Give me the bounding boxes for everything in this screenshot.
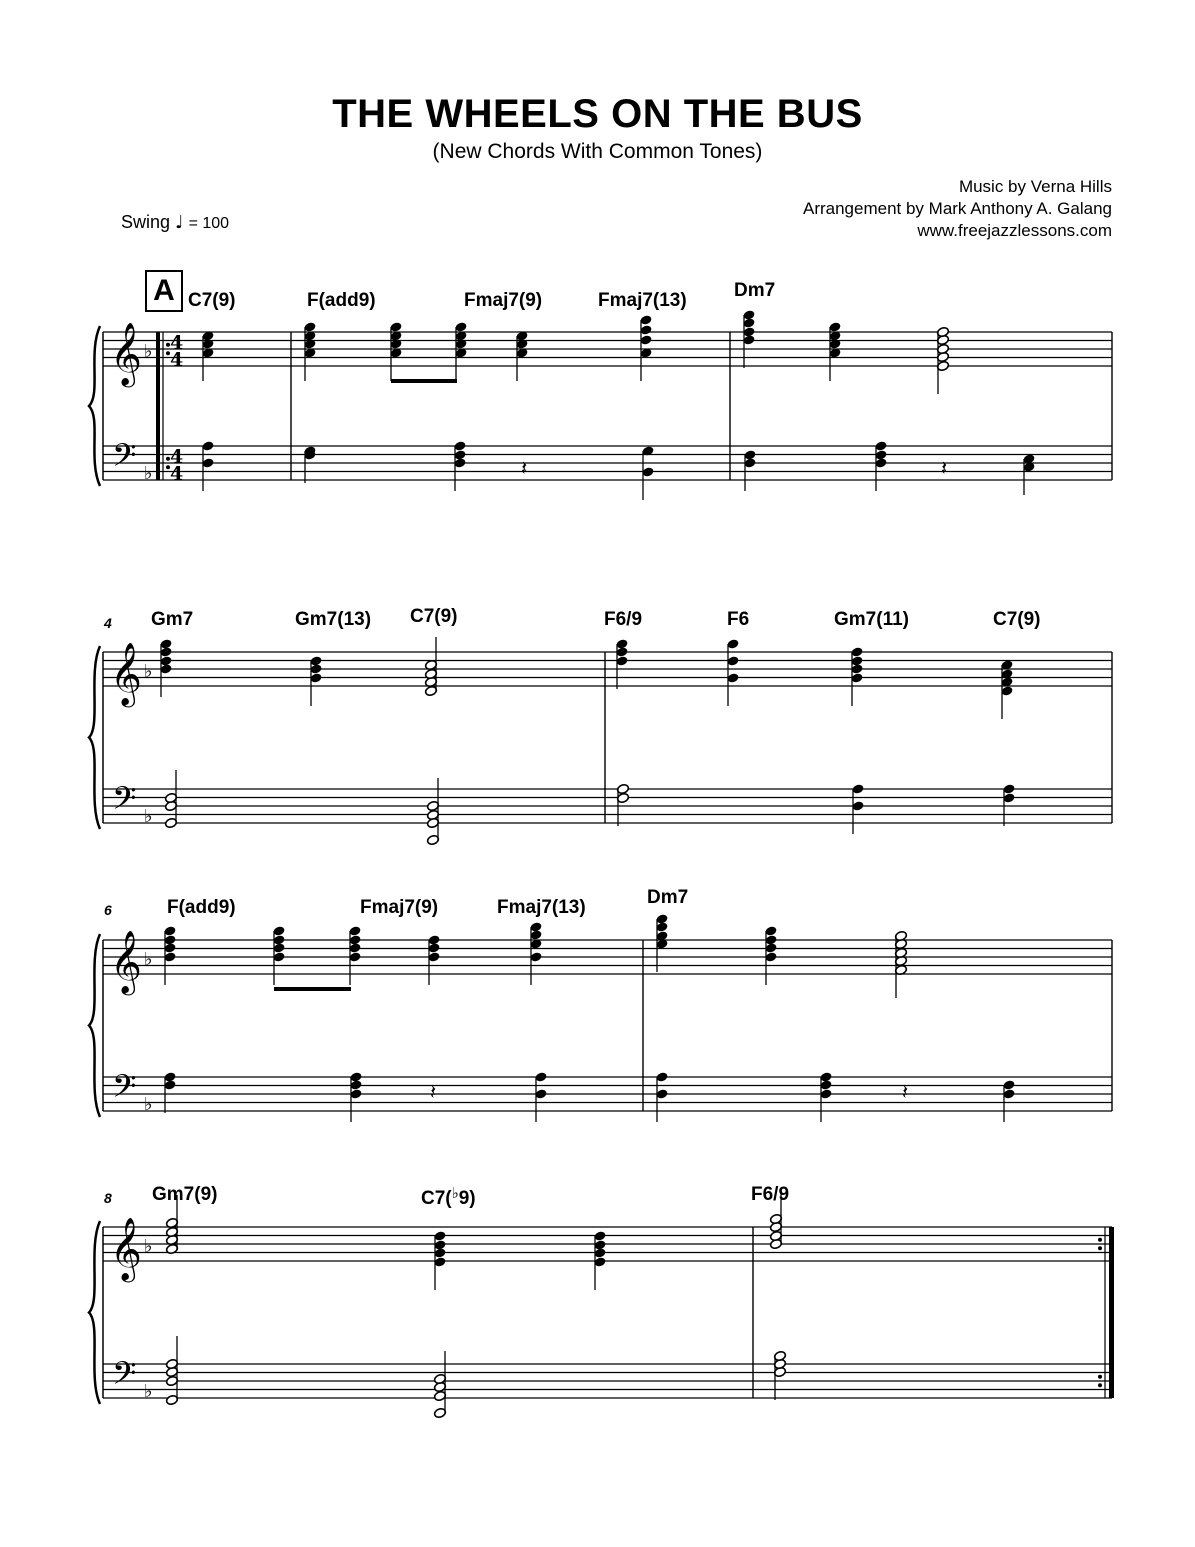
chord-symbol: C7(9) — [410, 606, 458, 627]
arrangement-credit: Arrangement by Mark Anthony A. Galang — [802, 199, 1112, 218]
brace — [89, 1221, 100, 1404]
quarter-rest-icon: 𝄽 — [902, 1080, 909, 1104]
measure-number: 6 — [104, 902, 112, 918]
treble-clef-icon: 𝄞 — [110, 642, 142, 705]
chord-symbol: F6 — [727, 609, 750, 630]
brace — [89, 646, 100, 829]
chord-symbol: Dm7 — [647, 887, 689, 908]
chord-symbol: F6/9 — [751, 1184, 790, 1205]
subtitle: (New Chords With Common Tones) — [432, 140, 763, 163]
title: THE WHEELS ON THE BUS — [332, 92, 863, 136]
chord-symbol: Fmaj7(9) — [464, 290, 543, 311]
music-credit: Music by Verna Hills — [958, 177, 1112, 196]
repeat-dot — [1098, 1246, 1102, 1250]
chord-symbol: Fmaj7(9) — [360, 897, 439, 918]
website: www.freejazzlessons.com — [917, 221, 1112, 240]
time-signature-numerator: 4 — [170, 332, 184, 354]
bass-clef-icon: 𝄢 — [112, 437, 137, 481]
end-repeat-bar — [1109, 1227, 1114, 1398]
chord-symbol: Gm7(11) — [834, 609, 909, 630]
chord-symbol: Dm7 — [734, 280, 776, 301]
tempo-value: = 100 — [188, 215, 230, 232]
bass-clef-icon: 𝄢 — [112, 1355, 137, 1399]
quarter-rest-icon: 𝄽 — [430, 1080, 437, 1104]
bass-clef-icon: 𝄢 — [112, 1068, 137, 1112]
flat-icon: ♭ — [144, 949, 153, 970]
beam — [274, 987, 351, 991]
flat-icon: ♭ — [144, 661, 153, 682]
quarter-note-icon: ♩ — [175, 212, 184, 233]
start-repeat-bar — [156, 332, 160, 480]
chord-symbol: F6/9 — [604, 609, 643, 630]
treble-clef-icon: 𝄞 — [110, 322, 142, 385]
flat-icon: ♭ — [144, 341, 153, 362]
measure-number: 4 — [104, 615, 112, 631]
brace — [89, 326, 100, 486]
chord-symbol: Fmaj7(13) — [497, 897, 586, 918]
beam — [391, 379, 457, 383]
flat-icon: ♭ — [144, 1094, 153, 1115]
flat-icon: ♭ — [144, 1381, 153, 1402]
treble-clef-icon: 𝄞 — [110, 1217, 142, 1280]
time-signature-denominator: 4 — [170, 463, 184, 485]
chord-root: C7( — [421, 1188, 452, 1209]
measure-number: 8 — [104, 1190, 112, 1206]
brace — [89, 934, 100, 1117]
quarter-rest-icon: 𝄽 — [521, 456, 528, 480]
rehearsal-mark: A — [145, 270, 183, 312]
chord-symbol: Gm7 — [151, 609, 194, 630]
treble-clef-icon: 𝄞 — [110, 930, 142, 993]
quarter-rest-icon: 𝄽 — [941, 456, 948, 480]
repeat-dot — [1098, 1375, 1102, 1379]
flat-icon: ♭ — [144, 806, 153, 827]
chord-symbol: C7(9) — [993, 609, 1041, 630]
flat-icon: ♭ — [144, 1236, 153, 1257]
flat-icon: ♭ — [144, 463, 153, 484]
time-signature-numerator: 4 — [170, 446, 184, 468]
chord-symbol: Gm7(13) — [295, 609, 372, 630]
repeat-dot — [1098, 1238, 1102, 1242]
flat-icon: ♭ — [451, 1184, 459, 1202]
chord-symbol: Gm7(9) — [152, 1184, 218, 1205]
chord-symbol: C7(9) — [188, 290, 236, 311]
chord-symbol: F(add9) — [307, 290, 376, 311]
chord-symbol: F(add9) — [167, 897, 236, 918]
tempo-label: Swing — [121, 212, 171, 232]
chord-extension: 9) — [458, 1188, 476, 1209]
bass-clef-icon: 𝄢 — [112, 780, 137, 824]
time-signature-denominator: 4 — [170, 349, 184, 371]
repeat-dot — [1098, 1383, 1102, 1387]
chord-symbol: Fmaj7(13) — [598, 290, 687, 311]
